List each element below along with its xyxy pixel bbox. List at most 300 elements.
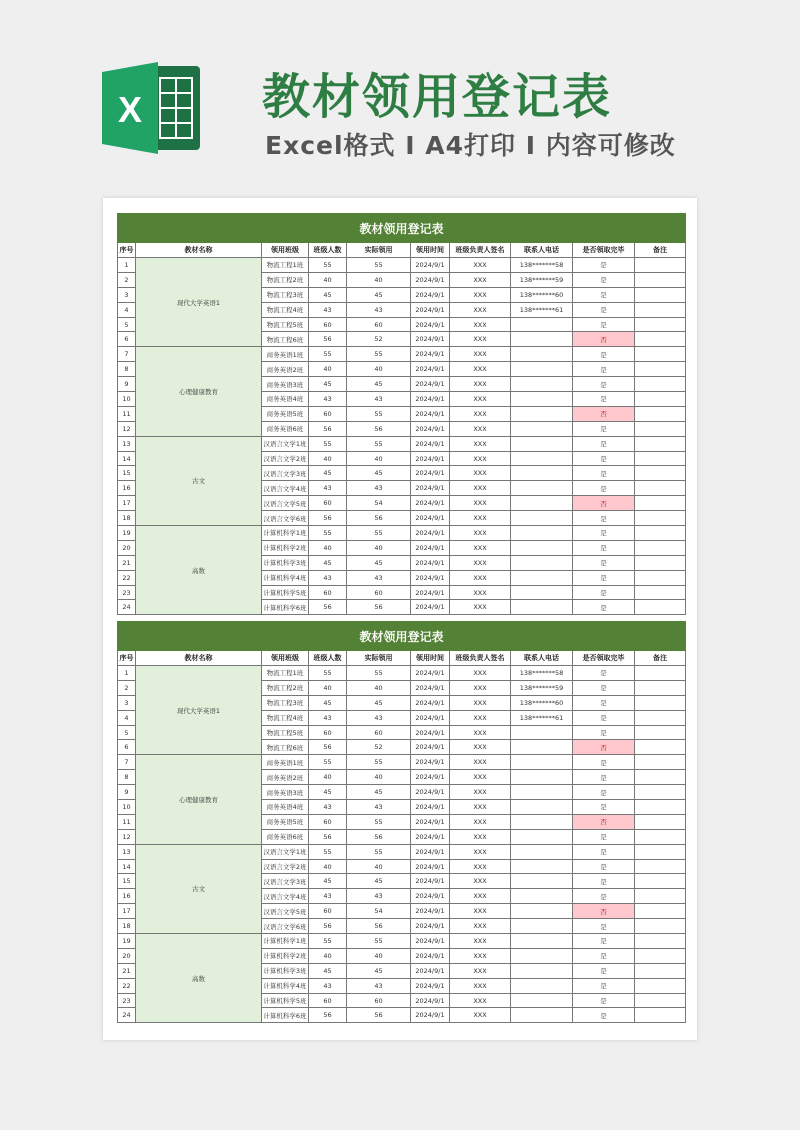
remark-cell[interactable] [635,963,686,978]
remark-cell[interactable] [635,680,686,695]
done-cell[interactable]: 是 [573,570,635,585]
date-cell[interactable]: 2024/9/1 [411,451,450,466]
signer-cell[interactable]: XXX [450,725,511,740]
done-cell[interactable]: 是 [573,934,635,949]
done-cell[interactable]: 是 [573,392,635,407]
phone-cell[interactable]: 138*******58 [511,258,573,273]
count-cell[interactable]: 56 [309,421,347,436]
class-cell[interactable]: 物流工程4班 [262,302,309,317]
count-cell[interactable]: 40 [309,451,347,466]
remark-cell[interactable] [635,466,686,481]
actual-cell[interactable]: 60 [347,725,411,740]
phone-cell[interactable]: 138*******59 [511,680,573,695]
signer-cell[interactable]: XXX [450,555,511,570]
phone-cell[interactable] [511,770,573,785]
signer-cell[interactable]: XXX [450,710,511,725]
phone-cell[interactable]: 138*******59 [511,272,573,287]
signer-cell[interactable]: XXX [450,859,511,874]
remark-cell[interactable] [635,272,686,287]
signer-cell[interactable]: XXX [450,436,511,451]
material-name-cell[interactable]: 心理健康教育 [136,755,262,844]
class-cell[interactable]: 汉语言文学6班 [262,919,309,934]
actual-cell[interactable]: 55 [347,755,411,770]
actual-cell[interactable]: 56 [347,829,411,844]
signer-cell[interactable]: XXX [450,377,511,392]
done-cell[interactable]: 是 [573,258,635,273]
signer-cell[interactable]: XXX [450,540,511,555]
phone-cell[interactable] [511,919,573,934]
remark-cell[interactable] [635,317,686,332]
actual-cell[interactable]: 52 [347,740,411,755]
signer-cell[interactable]: XXX [450,993,511,1008]
phone-cell[interactable]: 138*******60 [511,695,573,710]
date-cell[interactable]: 2024/9/1 [411,421,450,436]
done-cell[interactable]: 是 [573,859,635,874]
date-cell[interactable]: 2024/9/1 [411,466,450,481]
remark-cell[interactable] [635,829,686,844]
remark-cell[interactable] [635,585,686,600]
count-cell[interactable]: 55 [309,436,347,451]
signer-cell[interactable]: XXX [450,829,511,844]
actual-cell[interactable]: 60 [347,585,411,600]
signer-cell[interactable]: XXX [450,963,511,978]
actual-cell[interactable]: 43 [347,392,411,407]
material-name-cell[interactable]: 高数 [136,934,262,1023]
remark-cell[interactable] [635,785,686,800]
done-cell[interactable]: 是 [573,347,635,362]
remark-cell[interactable] [635,302,686,317]
date-cell[interactable]: 2024/9/1 [411,934,450,949]
date-cell[interactable]: 2024/9/1 [411,948,450,963]
phone-cell[interactable] [511,874,573,889]
done-cell[interactable]: 是 [573,919,635,934]
remark-cell[interactable] [635,421,686,436]
remark-cell[interactable] [635,511,686,526]
count-cell[interactable]: 56 [309,600,347,615]
class-cell[interactable]: 计算机科学5班 [262,993,309,1008]
phone-cell[interactable] [511,889,573,904]
signer-cell[interactable]: XXX [450,844,511,859]
date-cell[interactable]: 2024/9/1 [411,800,450,815]
count-cell[interactable]: 60 [309,904,347,919]
remark-cell[interactable] [635,800,686,815]
done-cell[interactable]: 是 [573,526,635,541]
signer-cell[interactable]: XXX [450,287,511,302]
remark-cell[interactable] [635,377,686,392]
done-cell[interactable]: 否 [573,496,635,511]
remark-cell[interactable] [635,406,686,421]
class-cell[interactable]: 商务英语6班 [262,829,309,844]
date-cell[interactable]: 2024/9/1 [411,377,450,392]
remark-cell[interactable] [635,436,686,451]
remark-cell[interactable] [635,695,686,710]
date-cell[interactable]: 2024/9/1 [411,919,450,934]
count-cell[interactable]: 43 [309,481,347,496]
actual-cell[interactable]: 56 [347,919,411,934]
done-cell[interactable]: 是 [573,585,635,600]
class-cell[interactable]: 物流工程5班 [262,317,309,332]
class-cell[interactable]: 汉语言文学1班 [262,436,309,451]
count-cell[interactable]: 43 [309,800,347,815]
class-cell[interactable]: 计算机科学4班 [262,570,309,585]
phone-cell[interactable] [511,844,573,859]
class-cell[interactable]: 计算机科学1班 [262,526,309,541]
actual-cell[interactable]: 55 [347,406,411,421]
signer-cell[interactable]: XXX [450,740,511,755]
date-cell[interactable]: 2024/9/1 [411,904,450,919]
date-cell[interactable]: 2024/9/1 [411,993,450,1008]
remark-cell[interactable] [635,874,686,889]
done-cell[interactable]: 否 [573,740,635,755]
done-cell[interactable]: 是 [573,844,635,859]
count-cell[interactable]: 60 [309,585,347,600]
signer-cell[interactable]: XXX [450,451,511,466]
signer-cell[interactable]: XXX [450,874,511,889]
date-cell[interactable]: 2024/9/1 [411,526,450,541]
date-cell[interactable]: 2024/9/1 [411,829,450,844]
done-cell[interactable]: 是 [573,377,635,392]
actual-cell[interactable]: 40 [347,859,411,874]
remark-cell[interactable] [635,919,686,934]
class-cell[interactable]: 物流工程4班 [262,710,309,725]
remark-cell[interactable] [635,859,686,874]
material-name-cell[interactable]: 心理健康教育 [136,347,262,436]
actual-cell[interactable]: 43 [347,302,411,317]
phone-cell[interactable] [511,1008,573,1023]
remark-cell[interactable] [635,570,686,585]
date-cell[interactable]: 2024/9/1 [411,347,450,362]
actual-cell[interactable]: 55 [347,347,411,362]
class-cell[interactable]: 商务英语3班 [262,785,309,800]
signer-cell[interactable]: XXX [450,511,511,526]
phone-cell[interactable] [511,978,573,993]
signer-cell[interactable]: XXX [450,347,511,362]
actual-cell[interactable]: 52 [347,332,411,347]
remark-cell[interactable] [635,889,686,904]
done-cell[interactable]: 是 [573,666,635,681]
remark-cell[interactable] [635,755,686,770]
done-cell[interactable]: 是 [573,785,635,800]
done-cell[interactable]: 是 [573,889,635,904]
phone-cell[interactable] [511,904,573,919]
class-cell[interactable]: 物流工程2班 [262,680,309,695]
actual-cell[interactable]: 40 [347,451,411,466]
phone-cell[interactable] [511,993,573,1008]
actual-cell[interactable]: 43 [347,710,411,725]
remark-cell[interactable] [635,451,686,466]
material-name-cell[interactable]: 高数 [136,526,262,615]
actual-cell[interactable]: 60 [347,317,411,332]
done-cell[interactable]: 是 [573,466,635,481]
done-cell[interactable]: 是 [573,770,635,785]
count-cell[interactable]: 60 [309,317,347,332]
actual-cell[interactable]: 55 [347,258,411,273]
done-cell[interactable]: 否 [573,814,635,829]
class-cell[interactable]: 物流工程1班 [262,258,309,273]
actual-cell[interactable]: 43 [347,889,411,904]
class-cell[interactable]: 计算机科学6班 [262,600,309,615]
phone-cell[interactable] [511,800,573,815]
phone-cell[interactable] [511,347,573,362]
remark-cell[interactable] [635,666,686,681]
phone-cell[interactable]: 138*******61 [511,302,573,317]
actual-cell[interactable]: 45 [347,785,411,800]
count-cell[interactable]: 43 [309,978,347,993]
actual-cell[interactable]: 43 [347,481,411,496]
done-cell[interactable]: 是 [573,555,635,570]
remark-cell[interactable] [635,258,686,273]
class-cell[interactable]: 计算机科学3班 [262,555,309,570]
date-cell[interactable]: 2024/9/1 [411,258,450,273]
count-cell[interactable]: 60 [309,814,347,829]
actual-cell[interactable]: 56 [347,1008,411,1023]
class-cell[interactable]: 计算机科学2班 [262,948,309,963]
phone-cell[interactable] [511,451,573,466]
signer-cell[interactable]: XXX [450,258,511,273]
count-cell[interactable]: 40 [309,859,347,874]
signer-cell[interactable]: XXX [450,362,511,377]
phone-cell[interactable] [511,496,573,511]
actual-cell[interactable]: 43 [347,978,411,993]
signer-cell[interactable]: XXX [450,978,511,993]
count-cell[interactable]: 56 [309,919,347,934]
class-cell[interactable]: 商务英语1班 [262,755,309,770]
class-cell[interactable]: 商务英语2班 [262,362,309,377]
remark-cell[interactable] [635,540,686,555]
class-cell[interactable]: 计算机科学1班 [262,934,309,949]
date-cell[interactable]: 2024/9/1 [411,1008,450,1023]
date-cell[interactable]: 2024/9/1 [411,963,450,978]
done-cell[interactable]: 是 [573,1008,635,1023]
signer-cell[interactable]: XXX [450,919,511,934]
actual-cell[interactable]: 40 [347,680,411,695]
signer-cell[interactable]: XXX [450,948,511,963]
count-cell[interactable]: 60 [309,725,347,740]
count-cell[interactable]: 43 [309,889,347,904]
date-cell[interactable]: 2024/9/1 [411,725,450,740]
phone-cell[interactable] [511,540,573,555]
done-cell[interactable]: 是 [573,287,635,302]
date-cell[interactable]: 2024/9/1 [411,874,450,889]
class-cell[interactable]: 汉语言文学5班 [262,496,309,511]
remark-cell[interactable] [635,725,686,740]
signer-cell[interactable]: XXX [450,332,511,347]
date-cell[interactable]: 2024/9/1 [411,695,450,710]
class-cell[interactable]: 计算机科学4班 [262,978,309,993]
signer-cell[interactable]: XXX [450,1008,511,1023]
class-cell[interactable]: 商务英语4班 [262,800,309,815]
signer-cell[interactable]: XXX [450,666,511,681]
phone-cell[interactable]: 138*******61 [511,710,573,725]
actual-cell[interactable]: 45 [347,466,411,481]
count-cell[interactable]: 45 [309,695,347,710]
phone-cell[interactable] [511,829,573,844]
remark-cell[interactable] [635,332,686,347]
done-cell[interactable]: 是 [573,680,635,695]
remark-cell[interactable] [635,347,686,362]
done-cell[interactable]: 是 [573,272,635,287]
class-cell[interactable]: 物流工程2班 [262,272,309,287]
class-cell[interactable]: 物流工程1班 [262,666,309,681]
date-cell[interactable]: 2024/9/1 [411,710,450,725]
count-cell[interactable]: 43 [309,392,347,407]
phone-cell[interactable] [511,421,573,436]
done-cell[interactable]: 是 [573,451,635,466]
remark-cell[interactable] [635,993,686,1008]
count-cell[interactable]: 60 [309,993,347,1008]
count-cell[interactable]: 40 [309,272,347,287]
actual-cell[interactable]: 60 [347,993,411,1008]
date-cell[interactable]: 2024/9/1 [411,585,450,600]
actual-cell[interactable]: 45 [347,287,411,302]
signer-cell[interactable]: XXX [450,481,511,496]
phone-cell[interactable] [511,511,573,526]
actual-cell[interactable]: 43 [347,800,411,815]
count-cell[interactable]: 55 [309,347,347,362]
actual-cell[interactable]: 45 [347,555,411,570]
class-cell[interactable]: 计算机科学2班 [262,540,309,555]
class-cell[interactable]: 商务英语3班 [262,377,309,392]
actual-cell[interactable]: 55 [347,436,411,451]
phone-cell[interactable] [511,406,573,421]
done-cell[interactable]: 是 [573,362,635,377]
actual-cell[interactable]: 40 [347,540,411,555]
count-cell[interactable]: 56 [309,829,347,844]
done-cell[interactable]: 是 [573,978,635,993]
actual-cell[interactable]: 45 [347,963,411,978]
phone-cell[interactable] [511,725,573,740]
class-cell[interactable]: 商务英语1班 [262,347,309,362]
signer-cell[interactable]: XXX [450,800,511,815]
class-cell[interactable]: 汉语言文学5班 [262,904,309,919]
done-cell[interactable]: 是 [573,963,635,978]
signer-cell[interactable]: XXX [450,317,511,332]
count-cell[interactable]: 40 [309,540,347,555]
phone-cell[interactable] [511,481,573,496]
actual-cell[interactable]: 55 [347,934,411,949]
date-cell[interactable]: 2024/9/1 [411,555,450,570]
signer-cell[interactable]: XXX [450,680,511,695]
done-cell[interactable]: 否 [573,406,635,421]
actual-cell[interactable]: 54 [347,496,411,511]
class-cell[interactable]: 汉语言文学3班 [262,466,309,481]
phone-cell[interactable] [511,859,573,874]
count-cell[interactable]: 43 [309,570,347,585]
date-cell[interactable]: 2024/9/1 [411,889,450,904]
count-cell[interactable]: 43 [309,710,347,725]
count-cell[interactable]: 56 [309,740,347,755]
phone-cell[interactable] [511,963,573,978]
done-cell[interactable]: 是 [573,317,635,332]
phone-cell[interactable] [511,436,573,451]
done-cell[interactable]: 是 [573,511,635,526]
date-cell[interactable]: 2024/9/1 [411,785,450,800]
remark-cell[interactable] [635,814,686,829]
phone-cell[interactable] [511,740,573,755]
date-cell[interactable]: 2024/9/1 [411,859,450,874]
date-cell[interactable]: 2024/9/1 [411,755,450,770]
actual-cell[interactable]: 55 [347,666,411,681]
count-cell[interactable]: 55 [309,755,347,770]
done-cell[interactable]: 否 [573,332,635,347]
date-cell[interactable]: 2024/9/1 [411,600,450,615]
signer-cell[interactable]: XXX [450,585,511,600]
signer-cell[interactable]: XXX [450,392,511,407]
done-cell[interactable]: 是 [573,710,635,725]
signer-cell[interactable]: XXX [450,570,511,585]
count-cell[interactable]: 55 [309,934,347,949]
remark-cell[interactable] [635,481,686,496]
signer-cell[interactable]: XXX [450,421,511,436]
actual-cell[interactable]: 54 [347,904,411,919]
signer-cell[interactable]: XXX [450,814,511,829]
count-cell[interactable]: 60 [309,406,347,421]
class-cell[interactable]: 商务英语6班 [262,421,309,436]
done-cell[interactable]: 是 [573,755,635,770]
signer-cell[interactable]: XXX [450,272,511,287]
done-cell[interactable]: 是 [573,829,635,844]
done-cell[interactable]: 是 [573,948,635,963]
count-cell[interactable]: 40 [309,362,347,377]
count-cell[interactable]: 56 [309,511,347,526]
actual-cell[interactable]: 40 [347,272,411,287]
remark-cell[interactable] [635,710,686,725]
date-cell[interactable]: 2024/9/1 [411,511,450,526]
phone-cell[interactable] [511,377,573,392]
remark-cell[interactable] [635,496,686,511]
date-cell[interactable]: 2024/9/1 [411,496,450,511]
count-cell[interactable]: 45 [309,785,347,800]
remark-cell[interactable] [635,362,686,377]
count-cell[interactable]: 40 [309,948,347,963]
done-cell[interactable]: 否 [573,904,635,919]
actual-cell[interactable]: 55 [347,526,411,541]
material-name-cell[interactable]: 古文 [136,436,262,525]
remark-cell[interactable] [635,526,686,541]
phone-cell[interactable] [511,814,573,829]
signer-cell[interactable]: XXX [450,526,511,541]
remark-cell[interactable] [635,392,686,407]
count-cell[interactable]: 40 [309,770,347,785]
class-cell[interactable]: 计算机科学3班 [262,963,309,978]
done-cell[interactable]: 是 [573,481,635,496]
phone-cell[interactable] [511,392,573,407]
done-cell[interactable]: 是 [573,695,635,710]
material-name-cell[interactable]: 现代大学英语1 [136,258,262,347]
count-cell[interactable]: 45 [309,377,347,392]
actual-cell[interactable]: 56 [347,600,411,615]
actual-cell[interactable]: 56 [347,421,411,436]
class-cell[interactable]: 汉语言文学4班 [262,889,309,904]
date-cell[interactable]: 2024/9/1 [411,978,450,993]
count-cell[interactable]: 56 [309,332,347,347]
done-cell[interactable]: 是 [573,800,635,815]
actual-cell[interactable]: 43 [347,570,411,585]
phone-cell[interactable] [511,555,573,570]
actual-cell[interactable]: 55 [347,814,411,829]
signer-cell[interactable]: XXX [450,302,511,317]
count-cell[interactable]: 45 [309,555,347,570]
date-cell[interactable]: 2024/9/1 [411,740,450,755]
signer-cell[interactable]: XXX [450,496,511,511]
actual-cell[interactable]: 56 [347,511,411,526]
class-cell[interactable]: 商务英语4班 [262,392,309,407]
date-cell[interactable]: 2024/9/1 [411,362,450,377]
actual-cell[interactable]: 40 [347,948,411,963]
count-cell[interactable]: 56 [309,1008,347,1023]
remark-cell[interactable] [635,934,686,949]
count-cell[interactable]: 43 [309,302,347,317]
